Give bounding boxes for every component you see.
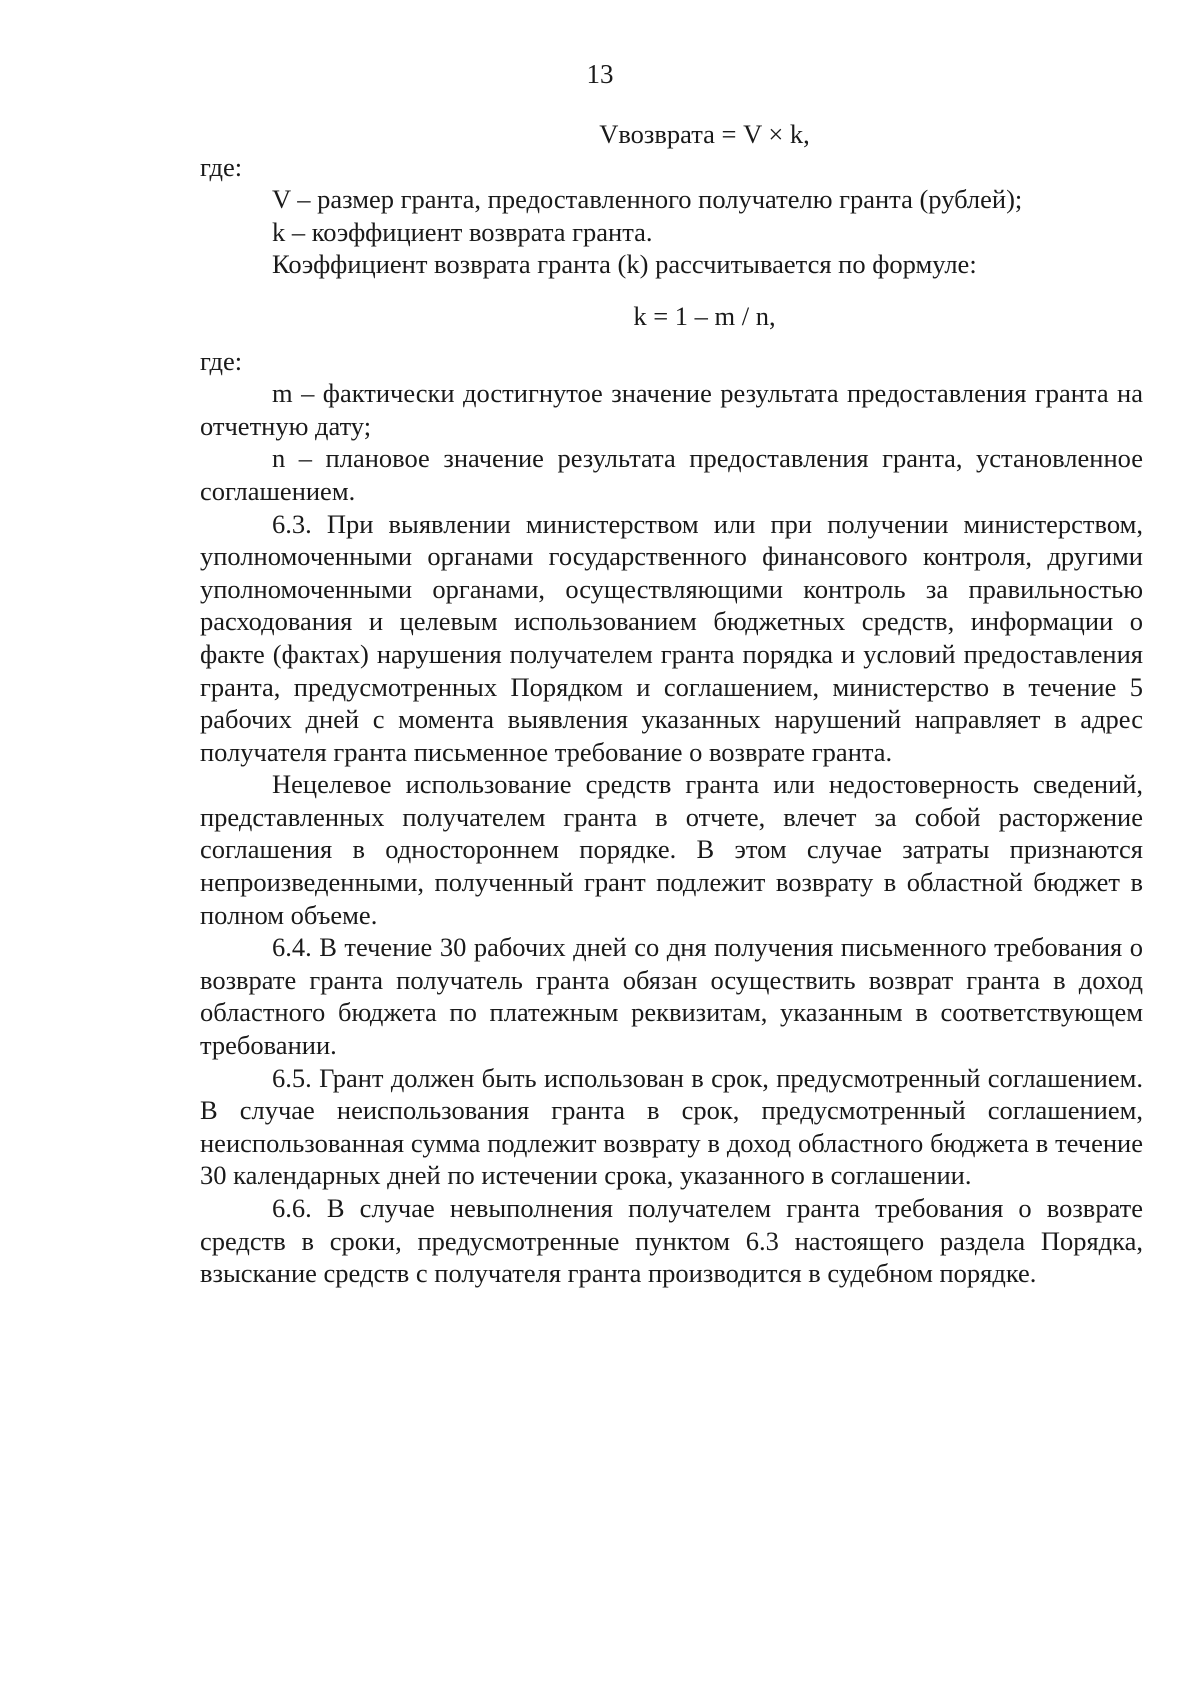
paragraph-6-5: 6.5. Грант должен быть использован в срок, предусмотренный соглашением. В случае неиспользования гранта в срок, предусмотренный соглашением, неиспользованная сумма подлежит возврату в доход областного бюджета в течение 30 календарных дней по истечении срока, указанного в соглашении. <box>200 1062 1143 1191</box>
definition-m: m – фактически достигнутое значение результата предоставления гранта на отчетную дату; <box>200 378 1143 441</box>
document-body <box>200 118 1143 1290</box>
formula-return-amount: Vвозврата = V × k, <box>599 119 810 149</box>
where-label: где: <box>200 345 243 376</box>
paragraph-misuse: Нецелевое использование средств гранта или недостоверность сведений, представленных получателем гранта в отчете, влечет за собой расторжение соглашения в одностороннем порядке. В этом случае затраты признаются непроизведенными, полученный грант подлежит возврату в областной бюджет в полном объеме. <box>200 769 1143 930</box>
coefficient-intro: Коэффициент возврата гранта (k) рассчитывается по формуле: <box>272 249 977 280</box>
formula-coefficient: k = 1 – m / n, <box>633 300 776 331</box>
paragraph-6-6: 6.6. В случае невыполнения получателем гранта требования о возврате средств в сроки, предусмотренные пунктом 6.3 настоящего раздела Порядка, взыскание средств с получателя гранта производится в судебном порядке. <box>200 1193 1143 1289</box>
definition-k: k – коэффициент возврата гранта. <box>272 216 653 247</box>
definition-v: V – размер гранта, предоставленного получателю гранта (рублей); <box>272 184 1023 215</box>
where-label: где: <box>200 151 243 182</box>
paragraph-6-3: 6.3. При выявлении министерством или при получении министерством, уполномоченными органами государственного финансового контроля, другими уполномоченными органами, осуществляющими контроль за правильностью расходования и целевым использованием бюджетных средств, информации о факте (фактах) нарушения получателем гранта порядка и условий предоставления гранта, предусмотренных Порядком и соглашением, министерство в течение 5 рабочих дней с момента выявления указанных нарушений направляет в адрес получателя гранта письменное требование о возврате гранта. <box>200 508 1143 767</box>
definition-n: n – плановое значение результата предоставления гранта, установленное соглашением. <box>200 443 1143 506</box>
page-number: 13 <box>586 59 614 89</box>
paragraph-6-4: 6.4. В течение 30 рабочих дней со дня получения письменного требования о возврате гранта получатель гранта обязан осуществить возврат гранта в доход областного бюджета по платежным реквизитам, указанным в соответствующем требовании. <box>200 932 1143 1061</box>
